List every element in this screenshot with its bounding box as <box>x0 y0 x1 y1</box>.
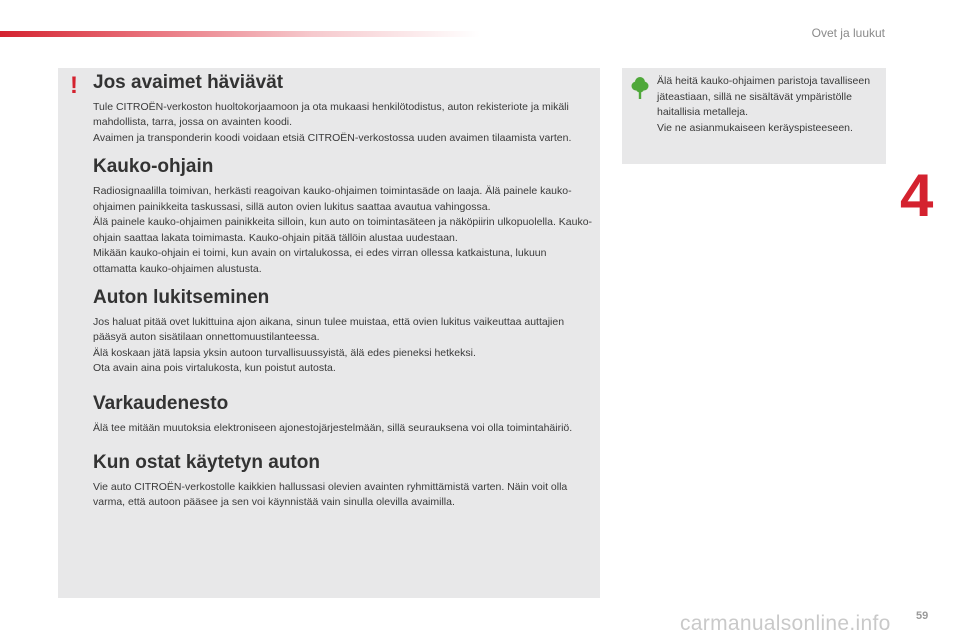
section-paragraph: Jos haluat pitää ovet lukittuina ajon aikana, sinun tulee muistaa, että ovien lukitus vaikeuttaa auttajien pääsyä auton sisätilaan onnettomuustilanteessa. <box>93 315 565 344</box>
main-content-box <box>58 68 600 598</box>
section-paragraph: Tule CITROËN-verkoston huoltokorjaamoon ja ota mukaasi henkilötodistus, auton rekisteriote ja mikäli mahdollista, tarra, jossa on avainten koodi. <box>93 100 569 129</box>
eco-note-text <box>657 74 882 136</box>
chapter-title: Ovet ja luukut <box>811 26 885 40</box>
section-heading: Jos avaimet häviävät <box>93 72 284 93</box>
section-paragraph: Älä koskaan jätä lapsia yksin autoon turvallisuussyistä, älä edes pieneksi hetkeksi. <box>93 346 476 359</box>
eco-note-line: Älä heitä kauko-ohjaimen paristoja tavalliseen jäteastiaan, sillä ne sisältävät ympäristölle haitallisia metalleja. <box>657 75 871 118</box>
section-heading: Auton lukitseminen <box>93 287 270 309</box>
section-paragraph: Radiosignaalilla toimivan, herkästi reagoivan kauko-ohjaimen toimintasäde on laaja. Älä painele kauko-ohjaimen painikkeita taskussasi, sillä auton ovien lukitus saattaa avautua vahingossa. <box>93 185 572 213</box>
section-car-locking <box>93 287 593 377</box>
section-heading: Kauko-ohjain <box>93 156 214 178</box>
main-content <box>93 72 593 511</box>
section-remote-control <box>93 156 593 277</box>
chapter-number: 4 <box>900 162 934 229</box>
warning-exclamation-icon: ! <box>70 72 78 99</box>
section-paragraph: Vie auto CITROËN-verkostolle kaikkien hallussasi olevien avainten ryhmittämistä varten. Näin voit olla varma, että autoon pääsee ja sen voi käynnistää vain sinulla olevilla avaimilla. <box>93 480 568 509</box>
watermark: carmanualsonline.info <box>680 612 891 635</box>
section-lost-keys <box>93 72 593 146</box>
section-paragraph: Älä tee mitään muutoksia elektroniseen ajonestojärjestelmään, sillä seurauksena voi olla toimintahäiriö. <box>93 421 573 434</box>
eco-note-line: Vie ne asianmukaiseen keräyspisteeseen. <box>657 121 853 134</box>
eco-tree-icon <box>631 76 649 100</box>
section-paragraph: Älä painele kauko-ohjaimen painikkeita silloin, kun auto on toimintasäteen ja näköpiirin ulkopuolella. Kauko-ohjain saattaa lakata toimimasta. Kauko-ohjain pitää tällöin alustaa uudestaan. <box>93 216 593 244</box>
page-number: 59 <box>916 610 929 622</box>
header-accent-bar <box>0 31 480 37</box>
section-used-car <box>93 452 593 511</box>
eco-note-box <box>622 68 886 164</box>
section-paragraph: Ota avain aina pois virtalukosta, kun poistut autosta. <box>93 362 336 375</box>
section-paragraph: Avaimen ja transponderin koodi voidaan etsiä CITROËN-verkostossa uuden avaimen tilaamista varten. <box>93 131 572 144</box>
section-heading: Kun ostat käytetyn auton <box>93 452 320 474</box>
section-anti-theft <box>93 393 593 436</box>
section-heading: Varkaudenesto <box>93 392 229 414</box>
section-paragraph: Mikään kauko-ohjain ei toimi, kun avain on virtalukossa, ei edes virran ollessa katkaistuna, lukuun ottamatta kauko-ohjaimen alustusta. <box>93 247 547 275</box>
